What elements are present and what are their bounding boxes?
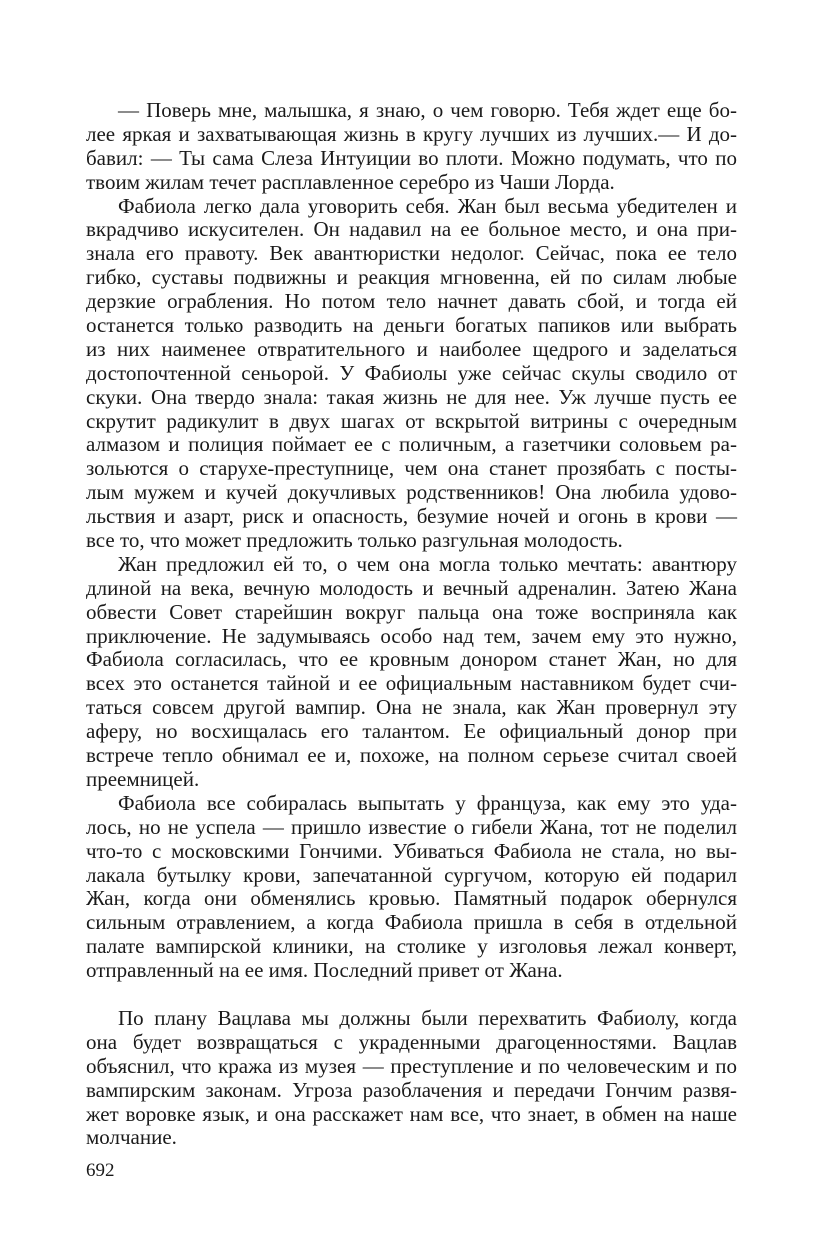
text-line: дерзкие ограбления. Но потом тело начнет давать сбой, и тогда ей <box>86 289 737 314</box>
text-line: таться совсем другой вампир. Она не знала, как Жан провернул эту <box>86 695 737 720</box>
text-line: Жан предложил ей то, о чем она могла только мечтать: авантюру <box>118 551 737 576</box>
text-line: — Поверь мне, малышка, я знаю, о чем говорю. Тебя ждет еще бо- <box>118 98 737 122</box>
page-body <box>86 99 737 1150</box>
text-line: преемницей. <box>86 766 200 791</box>
text-line: длиной на века, вечную молодость и вечный адреналин. Затею Жана <box>86 575 737 600</box>
text-line: всех это останется тайной и ее официальным наставником будет счи- <box>86 671 737 696</box>
text-line: приключение. Не задумываясь особо над тем, зачем ему это нужно, <box>86 623 737 648</box>
text-line: твоим жилам течет расплавленное серебро из Чаши Лорда. <box>86 169 615 194</box>
text-line: достопочтенной сеньорой. У Фабиолы уже сейчас скулы сводило от <box>86 360 737 385</box>
text-line: палате вампирской клиники, на столике у изголовья лежал конверт, <box>86 934 737 959</box>
text-line: зольются о старухе-преступнице, чем она станет прозябать с посты- <box>86 456 737 481</box>
paragraph-1 <box>86 99 737 195</box>
text-line: вкрадчиво искусителен. Он надавил на ее больное место, и она при- <box>86 217 737 242</box>
text-line: что-то с московскими Гончими. Убиваться Фабиола не стала, но вы- <box>86 838 737 863</box>
paragraph-5 <box>86 1007 737 1150</box>
paragraph-4 <box>86 792 737 983</box>
text-line: бавил: — Ты сама Слеза Интуиции во плоти. Можно подумать, что по <box>86 145 737 170</box>
text-line: обвести Совет старейшин вокруг пальца она тоже восприняла как <box>86 599 737 624</box>
text-line: лым мужем и кучей докучливых родственников! Она любила удово- <box>86 480 737 505</box>
text-line: встрече тепло обнимал ее и, похоже, на полном серьезе считал своей <box>86 743 737 768</box>
text-line: вампирским законам. Угроза разоблачения и передачи Гончим развя- <box>86 1077 737 1102</box>
text-line: из них наименее отвратительного и наиболее щедрого и заделаться <box>86 336 737 361</box>
text-line: Фабиола согласилась, что ее кровным донором станет Жан, но для <box>86 647 737 672</box>
text-line: Фабиола все собиралась выпытать у француза, как ему это уда- <box>118 790 737 815</box>
text-line: Фабиола легко дала уговорить себя. Жан был весьма убедителен и <box>118 193 737 218</box>
text-line: сильным отравлением, а когда Фабиола пришла в себя в отдельной <box>86 910 737 935</box>
paragraph-2 <box>86 195 737 553</box>
section-break <box>86 983 737 1007</box>
text-line: По плану Вацлава мы должны были перехватить Фабиолу, когда <box>118 1005 737 1030</box>
page-number: 692 <box>86 1160 115 1181</box>
text-line: скрутит радикулит в двух шагах от вскрытой витрины с очередным <box>86 408 737 433</box>
text-line: алмазом и полиция поймает ее с поличным, а газетчики соловьем ра- <box>86 432 737 457</box>
text-line: жет воровке язык, и она расскажет нам все, что знает, в обмен на наше <box>86 1101 737 1126</box>
text-line: молчание. <box>86 1125 177 1150</box>
text-line: скуки. Она твердо знала: такая жизнь не для нее. Уж лучше пусть ее <box>86 384 737 409</box>
text-line: аферу, но восхищалась его талантом. Ее официальный донор при <box>86 719 737 744</box>
text-line: она будет возвращаться с украденными драгоценностями. Вацлав <box>86 1029 737 1054</box>
text-line: гибко, суставы подвижны и реакция мгновенна, ей по силам любые <box>86 265 737 290</box>
text-line: объяснил, что кража из музея — преступление и по человеческим и по <box>86 1053 737 1078</box>
text-line: лось, но не успела — пришло известие о гибели Жана, тот не поделил <box>86 814 737 839</box>
paragraph-3 <box>86 553 737 792</box>
text-line: останется только разводить на деньги богатых папиков или выбрать <box>86 313 737 338</box>
text-line: все то, что может предложить только разгульная молодость. <box>86 528 623 553</box>
text-line: льствия и азарт, риск и опасность, безумие ночей и огонь в крови — <box>86 504 737 529</box>
text-line: знала его правоту. Век авантюристки недолог. Сейчас, пока ее тело <box>86 241 737 266</box>
text-line: лакала бутылку крови, запечатанной сургучом, которую ей подарил <box>86 862 737 887</box>
text-line: отправленный на ее имя. Последний привет от Жана. <box>86 958 563 983</box>
text-line: лее яркая и захватывающая жизнь в кругу лучших из лучших.— И до- <box>86 121 737 146</box>
text-line: Жан, когда они обменялись кровью. Памятный подарок обернулся <box>86 886 737 911</box>
